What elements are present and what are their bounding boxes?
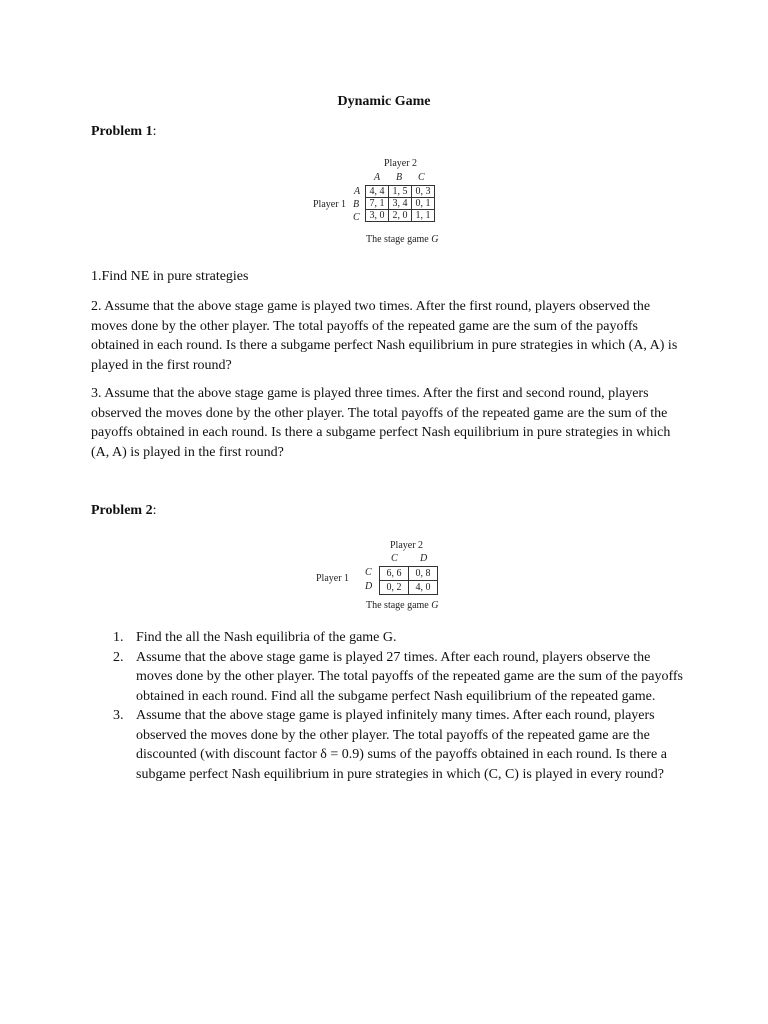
table-row: [366, 210, 435, 222]
problem-1-heading: [91, 124, 156, 140]
p2-col-c: C: [391, 553, 398, 564]
list-item: [113, 628, 683, 648]
p1-row-a: A: [354, 186, 361, 197]
p2-cell-dc: 0, 2: [380, 581, 409, 595]
p1-cell-aa: 4, 4: [366, 186, 389, 198]
p1-question-2: 2. Assume that the above stage game is played two times. After the first round, players observed the moves done by the other player. The total payoffs of the repeated game are the sum of the payoffs obtained in each round. Is there a subgame perfect Nash equilibrium in pure strategies in which (A, A) is played in the first round?: [91, 299, 678, 373]
p1-cell-bb: 3, 4: [389, 198, 412, 210]
list-item: [113, 648, 683, 707]
p1-row-b: B: [353, 199, 360, 210]
p2-cell-dd: 4, 0: [409, 581, 438, 595]
problem-2-game-matrix: [314, 538, 464, 616]
p1-caption: [366, 234, 438, 245]
p1-col-a: A: [374, 172, 381, 183]
problem-1-colon: :: [152, 124, 157, 139]
problem-2-label: Problem 2: [91, 503, 153, 518]
p1-cell-cb: 2, 0: [389, 210, 412, 222]
table-row: [366, 186, 435, 198]
p1-cell-ab: 1, 5: [389, 186, 412, 198]
p2-row-d: D: [365, 581, 373, 592]
p2-item-2-text: Assume that the above stage game is played 27 times. After each round, players observe the moves done by the other player. The total payoffs of the repeated game are the sum of the payoffs obtained in each round. Find all the subgame perfect Nash equilibrium of the repeated game.: [136, 649, 683, 704]
p2-player2-label: Player 2: [390, 540, 424, 551]
table-row: [366, 198, 435, 210]
p1-cell-bc: 0, 1: [412, 198, 435, 210]
problem-1-game-matrix: [310, 156, 450, 251]
p2-item-1-number: 1.: [113, 630, 124, 645]
p1-row-c: C: [353, 212, 360, 223]
p1-caption-var: G: [431, 234, 439, 245]
p2-caption: [366, 600, 438, 611]
problem-2-question-list: [113, 628, 683, 784]
p2-player1-label: Player 1: [316, 573, 350, 584]
p1-player2-label: Player 2: [384, 158, 418, 169]
p1-col-c: C: [418, 172, 425, 183]
document-title: Dynamic Game: [337, 94, 431, 109]
p1-cell-cc: 1, 1: [412, 210, 435, 222]
p2-item-3-number: 3.: [113, 708, 124, 723]
p2-cell-cc: 6, 6: [380, 567, 409, 581]
p2-item-3-text: Assume that the above stage game is played infinitely many times. After each round, players observed the moves done by the other player. The total payoffs of the repeated game are the discounted (with discount factor δ = 0.9) sums of the payoffs obtained in each round. Is there a subgame perfect Nash equilibrium in pure strategies in which (C, C) is played in every round?: [136, 708, 667, 782]
problem-2-heading: [91, 503, 156, 519]
p1-cell-ac: 0, 3: [412, 186, 435, 198]
p2-payoff-table: [379, 566, 438, 595]
p2-item-2-number: 2.: [113, 649, 124, 665]
p2-col-d: D: [420, 553, 428, 564]
p1-col-b: B: [396, 172, 403, 183]
p2-cell-cd: 0, 8: [409, 567, 438, 581]
p2-caption-text: The stage game: [366, 600, 429, 611]
p2-item-1-text: Find the all the Nash equilibria of the game G.: [136, 630, 397, 645]
p1-payoff-table: [365, 185, 435, 222]
p1-player1-label: Player 1: [313, 199, 347, 210]
p1-cell-ba: 7, 1: [366, 198, 389, 210]
problem-2-colon: :: [152, 503, 157, 518]
list-item: [113, 706, 683, 784]
p1-question-1: 1.Find NE in pure strategies: [91, 269, 249, 284]
problem-1-label: Problem 1: [91, 124, 153, 139]
table-row: [380, 581, 438, 595]
p2-row-c: C: [365, 567, 372, 578]
p1-question-3: 3. Assume that the above stage game is played three times. After the first and second round, players observed the moves done by the other player. The total payoffs of the repeated game are the sum of the payoffs obtained in each round. Is there a subgame perfect Nash equilibrium in pure strategies in which (A, A) is played in the first round?: [91, 386, 671, 460]
p2-caption-var: G: [431, 600, 439, 611]
table-row: [380, 567, 438, 581]
p1-cell-ca: 3, 0: [366, 210, 389, 222]
p1-caption-text: The stage game: [366, 234, 429, 245]
